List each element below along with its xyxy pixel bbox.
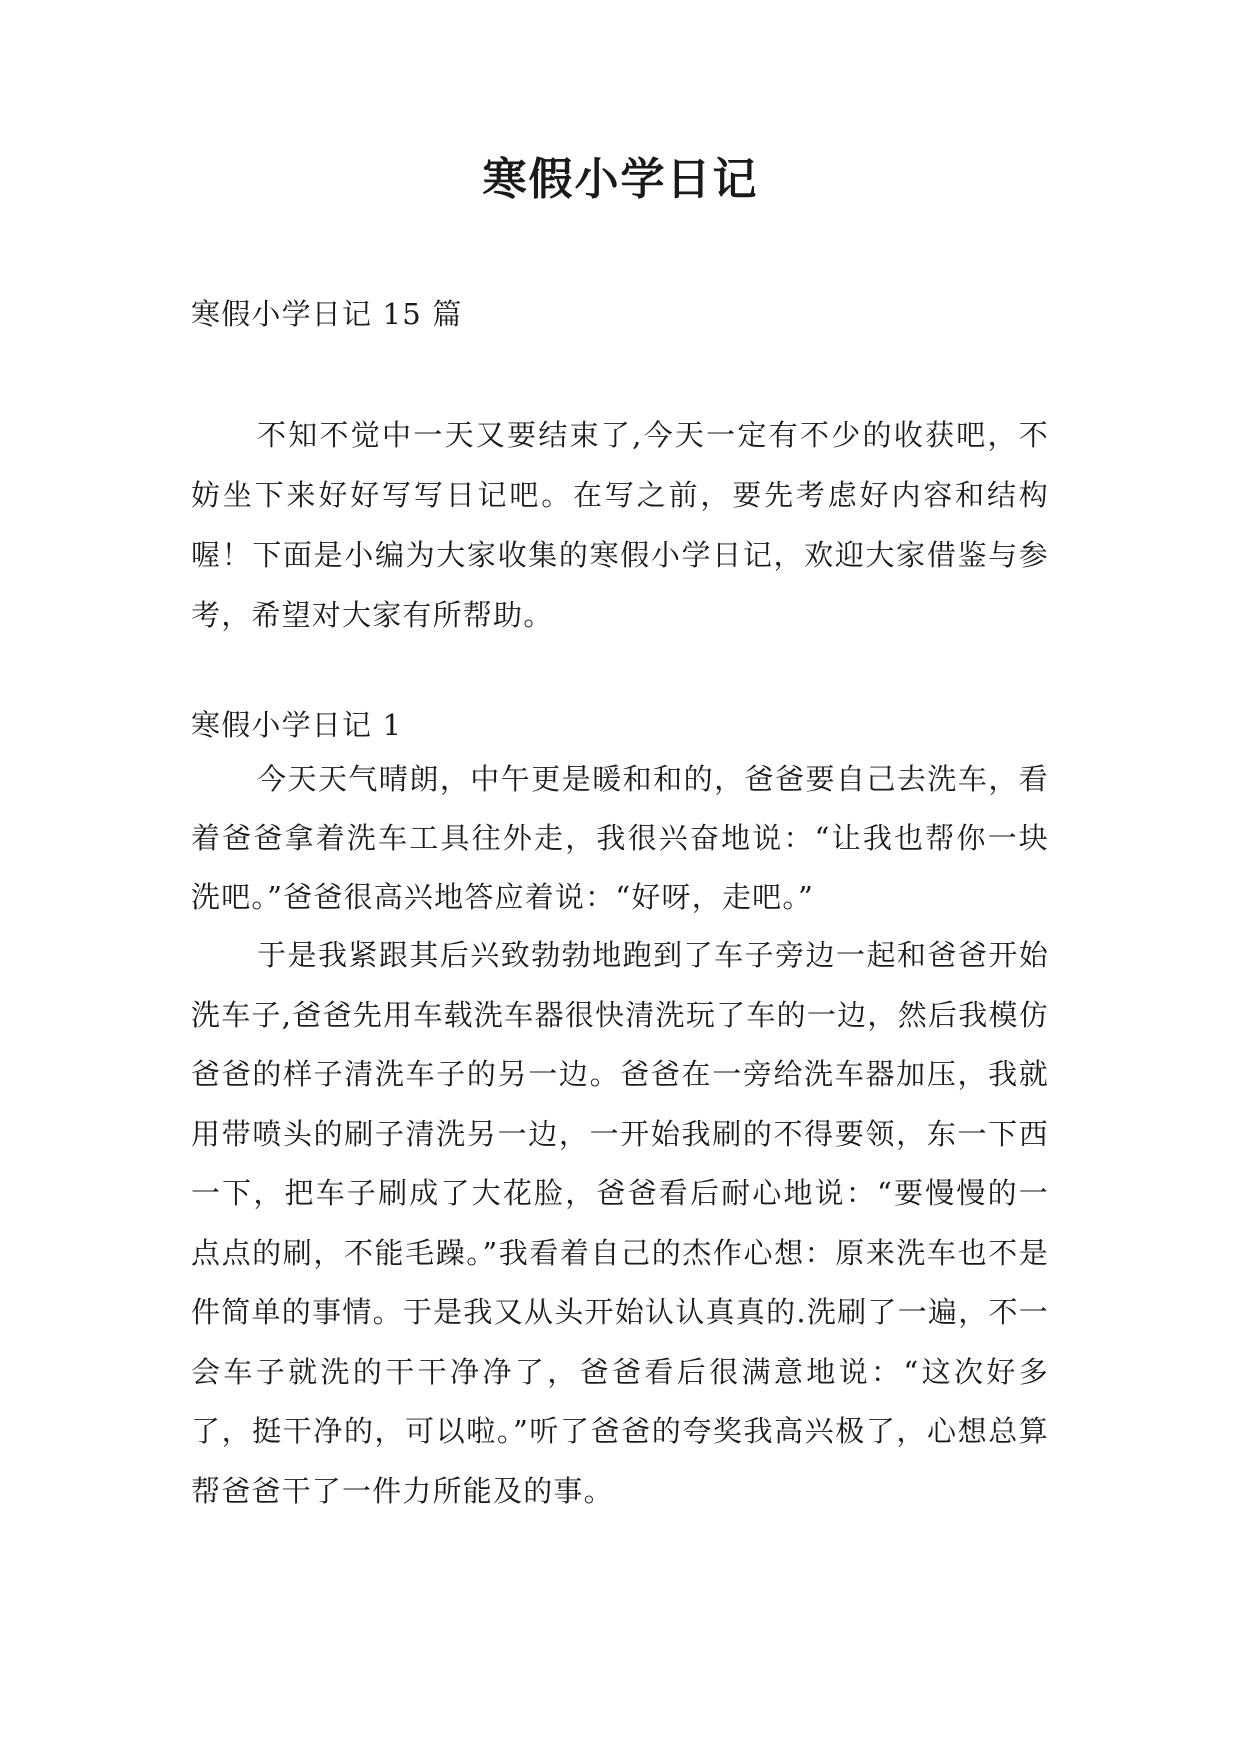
body-paragraph: 今天天气晴朗，中午更是暖和和的，爸爸要自己去洗车，看着爸爸拿着洗车工具往外走，我很兴奋地说：“让我也帮你一块洗吧。”爸爸很高兴地答应着说：“好呀，走吧。”	[191, 762, 1049, 914]
document-title: 寒假小学日记	[482, 154, 759, 205]
body-paragraph: 于是我紧跟其后兴致勃勃地跑到了车子旁边一起和爸爸开始洗车子,爸爸先用车载洗车器很快清洗玩了车的一边，然后我模仿爸爸的样子清洗车子的另一边。爸爸在一旁给洗车器加压，我就用带喷头的刷子清洗另一边，一开始我刷的不得要领，东一下西一下，把车子刷成了大花脸，爸爸看后耐心地说：“要慢慢的一点点的刷，不能毛躁。”我看着自己的杰作心想：原来洗车也不是件简单的事情。于是我又从头开始认认真真的.洗刷了一遍，不一会车子就洗的干干净净了，爸爸看后很满意地说：“这次好多了，挺干净的，可以啦。”听了爸爸的夸奖我高兴极了，心想总算帮爸爸干了一件力所能及的事。	[191, 938, 1049, 1508]
document-subtitle: 寒假小学日记 15 篇	[191, 297, 463, 331]
intro-paragraph: 不知不觉中一天又要结束了,今天一定有不少的收获吧，不妨坐下来好好写写日记吧。在写之前，要先考虑好内容和结构喔！下面是小编为大家收集的寒假小学日记，欢迎大家借鉴与参考，希望对大家有所帮助。	[191, 418, 1049, 632]
entry-heading: 寒假小学日记 1	[191, 708, 403, 742]
